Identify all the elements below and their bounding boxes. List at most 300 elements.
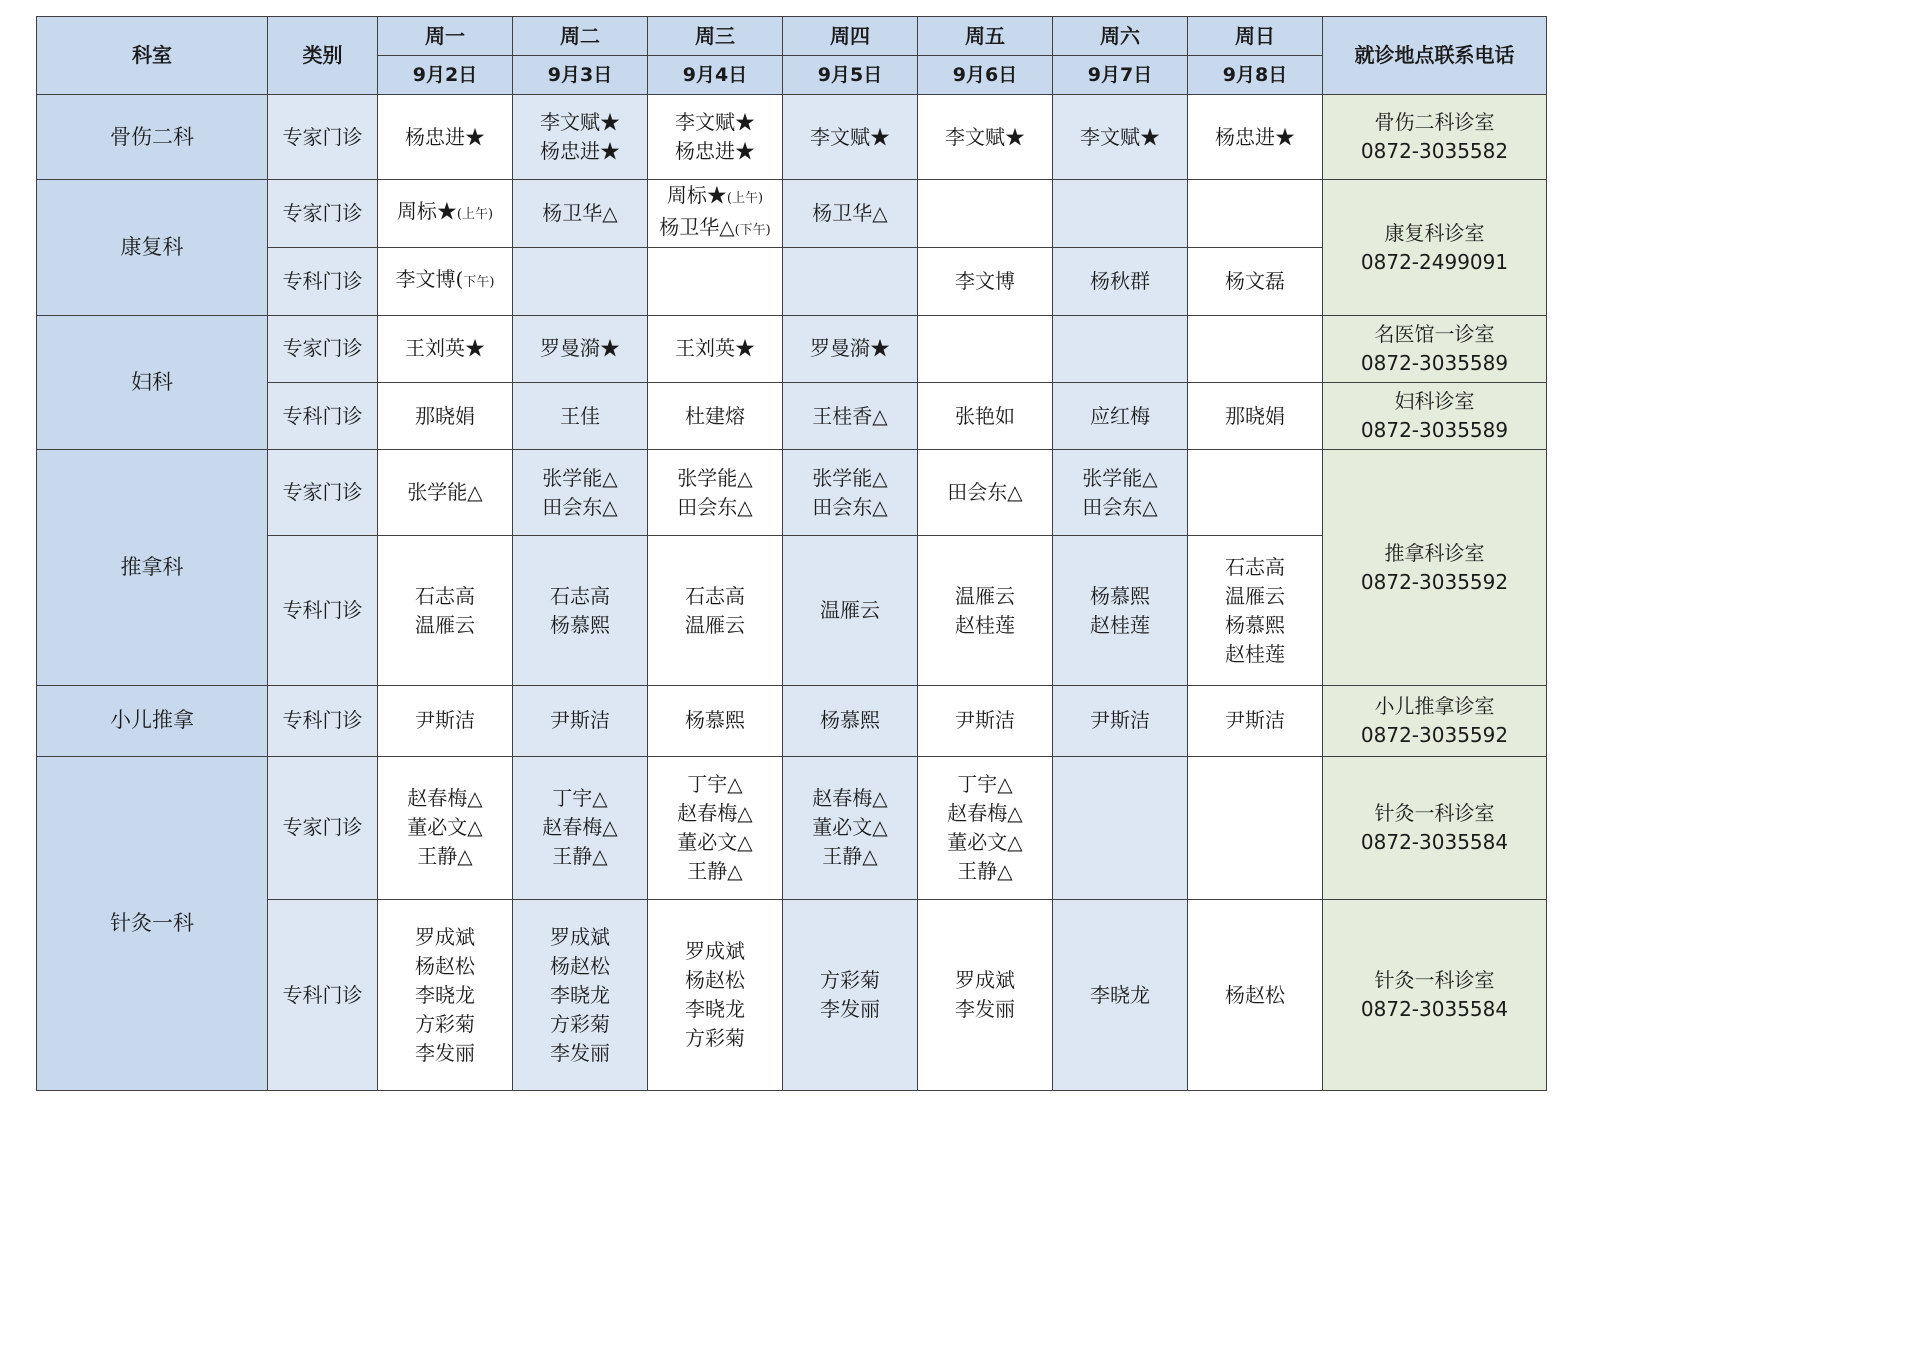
doctor-name: 张学能△ — [407, 480, 483, 505]
doctor-name: 李文赋★ — [675, 110, 755, 135]
doctor-cell — [1053, 535, 1188, 686]
doctor-cell — [1188, 247, 1323, 315]
doctor-cell — [918, 383, 1053, 450]
department-name: 针灸一科 — [37, 756, 268, 1090]
header-date: 9月7日 — [1053, 56, 1188, 95]
header-dept: 科室 — [37, 17, 268, 95]
session-note: (下午) — [734, 223, 771, 239]
doctor-name: 李文赋★ — [540, 110, 620, 135]
doctor-cell — [378, 247, 513, 315]
doctor-name: 温雁云 — [955, 583, 1015, 608]
doctor-entry — [378, 265, 512, 297]
doctor-name: 张学能△ — [812, 465, 888, 490]
header-date: 9月8日 — [1188, 56, 1323, 95]
doctor-cell — [1188, 900, 1323, 1091]
doctor-cell — [783, 756, 918, 900]
department-name: 小儿推拿 — [37, 686, 268, 756]
doctor-name: 杨卫华△ — [542, 200, 618, 225]
clinic-category: 专家门诊 — [268, 180, 378, 247]
clinic-category: 专科门诊 — [268, 686, 378, 756]
clinic-room: 推拿科诊室 — [1384, 540, 1485, 565]
doctor-entry — [783, 334, 917, 363]
doctor-cell — [648, 95, 783, 180]
session-note: (上午) — [726, 191, 764, 207]
doctor-entry — [1053, 611, 1187, 640]
doctor-cell — [378, 383, 513, 450]
doctor-entry — [513, 981, 647, 1010]
doctor-cell — [1053, 180, 1188, 247]
clinic-location — [1323, 383, 1547, 450]
doctor-entry — [1188, 706, 1322, 735]
doctor-entry — [1053, 981, 1187, 1010]
doctor-name: 杨赵松 — [415, 953, 475, 978]
doctor-entry — [648, 402, 782, 431]
doctor-entry — [378, 842, 512, 871]
schedule-row — [37, 756, 1547, 900]
doctor-name: 方彩菊 — [415, 1011, 475, 1036]
doctor-name: 田会东△ — [1082, 494, 1158, 519]
doctor-entry — [513, 952, 647, 981]
doctor-name: 李晓龙 — [550, 982, 610, 1007]
doctor-name: 张艳如 — [955, 403, 1015, 428]
doctor-entry — [378, 197, 512, 229]
doctor-name: 李晓龙 — [685, 997, 745, 1022]
doctor-cell — [648, 180, 783, 247]
doctor-cell — [648, 686, 783, 756]
doctor-entry — [513, 334, 647, 363]
doctor-entry — [513, 842, 647, 871]
doctor-entry — [378, 582, 512, 611]
clinic-category: 专科门诊 — [268, 535, 378, 686]
clinic-phone: 0872-2499091 — [1360, 249, 1509, 274]
doctor-entry — [648, 799, 782, 828]
doctor-entry — [783, 784, 917, 813]
clinic-phone: 0872-3035589 — [1360, 350, 1509, 375]
doctor-name: 杨慕熙 — [685, 708, 745, 733]
doctor-entry — [648, 706, 782, 735]
doctor-name: 周标★ — [396, 199, 457, 224]
doctor-name: 王刘英★ — [675, 336, 755, 361]
doctor-name: 杨赵松 — [1225, 982, 1285, 1007]
doctor-cell — [1188, 315, 1323, 382]
doctor-cell — [1188, 383, 1323, 450]
doctor-entry — [1188, 611, 1322, 640]
doctor-name: 赵春梅△ — [947, 800, 1023, 825]
clinic-location — [1323, 180, 1547, 316]
schedule-row — [37, 686, 1547, 756]
doctor-name: 罗成斌 — [685, 939, 745, 964]
doctor-entry — [648, 582, 782, 611]
doctor-cell — [378, 95, 513, 180]
header-row-weekdays — [37, 17, 1547, 56]
header-location: 就诊地点联系电话 — [1323, 17, 1547, 95]
header-weekday: 周四 — [783, 17, 918, 56]
doctor-name: 李发丽 — [550, 1040, 610, 1065]
doctor-entry — [918, 611, 1052, 640]
doctor-name: 赵春梅△ — [542, 815, 618, 840]
doctor-name: 罗成斌 — [415, 924, 475, 949]
doctor-cell — [513, 450, 648, 535]
doctor-name: 杨赵松 — [685, 968, 745, 993]
header-date: 9月4日 — [648, 56, 783, 95]
doctor-entry — [513, 493, 647, 522]
doctor-name: 杨秋群 — [1090, 268, 1150, 293]
doctor-name: 尹斯洁 — [1090, 708, 1150, 733]
header-weekday: 周一 — [378, 17, 513, 56]
doctor-cell — [1053, 95, 1188, 180]
doctor-entry — [378, 334, 512, 363]
doctor-name: 王静△ — [957, 858, 1013, 883]
doctor-entry — [378, 706, 512, 735]
schedule-body — [37, 95, 1547, 1091]
doctor-name: 石志高 — [415, 583, 475, 608]
doctor-name: 赵春梅△ — [812, 786, 888, 811]
clinic-phone: 0872-3035592 — [1360, 569, 1509, 594]
doctor-name: 温雁云 — [685, 612, 745, 637]
doctor-entry — [918, 995, 1052, 1024]
doctor-entry — [1053, 123, 1187, 152]
header-date: 9月2日 — [378, 56, 513, 95]
session-note: 下午) — [463, 275, 495, 291]
doctor-name: 董必文△ — [677, 829, 753, 854]
clinic-category: 专家门诊 — [268, 450, 378, 535]
doctor-cell — [513, 900, 648, 1091]
doctor-entry — [1053, 706, 1187, 735]
clinic-location — [1323, 756, 1547, 900]
doctor-entry — [783, 706, 917, 735]
doctor-cell — [918, 450, 1053, 535]
doctor-entry — [513, 1010, 647, 1039]
doctor-entry — [378, 813, 512, 842]
doctor-name: 温雁云 — [820, 598, 880, 623]
doctor-cell — [1053, 383, 1188, 450]
doctor-entry — [513, 813, 647, 842]
doctor-entry — [513, 464, 647, 493]
doctor-name: 李文赋★ — [945, 124, 1025, 149]
doctor-cell — [378, 450, 513, 535]
doctor-name: 张学能△ — [677, 465, 753, 490]
doctor-name: 田会东△ — [542, 494, 618, 519]
doctor-entry — [1053, 464, 1187, 493]
doctor-name: 方彩菊 — [550, 1011, 610, 1036]
clinic-category: 专科门诊 — [268, 383, 378, 450]
doctor-entry — [513, 611, 647, 640]
doctor-entry — [1188, 981, 1322, 1010]
doctor-name: 罗成斌 — [550, 924, 610, 949]
doctor-entry — [513, 706, 647, 735]
doctor-name: 董必文△ — [812, 815, 888, 840]
doctor-cell — [1053, 756, 1188, 900]
doctor-name: 杨赵松 — [550, 953, 610, 978]
doctor-entry — [918, 402, 1052, 431]
doctor-entry — [918, 966, 1052, 995]
clinic-room: 针灸一科诊室 — [1374, 968, 1495, 993]
doctor-entry — [648, 334, 782, 363]
doctor-entry — [1053, 267, 1187, 296]
doctor-name: 张学能△ — [542, 465, 618, 490]
clinic-location — [1323, 686, 1547, 756]
doctor-cell — [783, 95, 918, 180]
doctor-name: 赵桂莲 — [1225, 641, 1285, 666]
doctor-name: 李文博( — [395, 267, 464, 292]
doctor-entry — [918, 857, 1052, 886]
doctor-name: 应红梅 — [1090, 403, 1150, 428]
doctor-cell — [918, 686, 1053, 756]
doctor-entry — [513, 402, 647, 431]
doctor-entry — [513, 137, 647, 166]
doctor-name: 石志高 — [550, 583, 610, 608]
doctor-entry — [648, 108, 782, 137]
doctor-cell — [1053, 900, 1188, 1091]
doctor-cell — [1053, 686, 1188, 756]
doctor-entry — [513, 923, 647, 952]
doctor-entry — [918, 799, 1052, 828]
doctor-entry — [648, 966, 782, 995]
doctor-entry — [378, 1010, 512, 1039]
doctor-entry — [1053, 493, 1187, 522]
doctor-entry — [783, 199, 917, 228]
doctor-entry — [918, 770, 1052, 799]
doctor-entry — [648, 493, 782, 522]
clinic-room: 名医馆一诊室 — [1374, 321, 1495, 346]
clinic-category: 专家门诊 — [268, 95, 378, 180]
doctor-name: 王佳 — [560, 403, 600, 428]
department-name: 康复科 — [37, 180, 268, 316]
doctor-cell — [513, 95, 648, 180]
doctor-entry — [378, 923, 512, 952]
doctor-cell — [783, 315, 918, 382]
doctor-name: 田会东△ — [677, 494, 753, 519]
clinic-room: 妇科诊室 — [1394, 389, 1475, 414]
doctor-entry — [648, 464, 782, 493]
doctor-entry — [648, 937, 782, 966]
clinic-location — [1323, 95, 1547, 180]
department-name: 推拿科 — [37, 450, 268, 686]
doctor-name: 杨慕熙 — [1090, 583, 1150, 608]
header-date: 9月3日 — [513, 56, 648, 95]
doctor-cell — [378, 535, 513, 686]
doctor-entry — [648, 213, 782, 245]
doctor-cell — [513, 756, 648, 900]
header-date: 9月6日 — [918, 56, 1053, 95]
doctor-cell — [918, 900, 1053, 1091]
clinic-room: 骨伤二科诊室 — [1374, 110, 1495, 135]
doctor-entry — [648, 828, 782, 857]
doctor-cell — [513, 180, 648, 247]
doctor-cell — [1188, 535, 1323, 686]
doctor-cell — [378, 756, 513, 900]
doctor-name: 温雁云 — [1225, 583, 1285, 608]
doctor-name: 石志高 — [1225, 554, 1285, 579]
doctor-cell — [513, 383, 648, 450]
clinic-location — [1323, 450, 1547, 686]
doctor-cell — [1053, 247, 1188, 315]
doctor-cell — [648, 383, 783, 450]
doctor-entry — [918, 123, 1052, 152]
doctor-cell — [1188, 756, 1323, 900]
doctor-cell — [1188, 686, 1323, 756]
doctor-entry — [648, 181, 782, 213]
doctor-name: 王静△ — [687, 858, 743, 883]
doctor-entry — [783, 966, 917, 995]
doctor-name: 杨忠进★ — [675, 139, 755, 164]
session-note: (上午) — [456, 207, 494, 223]
doctor-entry — [513, 108, 647, 137]
doctor-name: 赵桂莲 — [1090, 612, 1150, 637]
header-category: 类别 — [268, 17, 378, 95]
doctor-entry — [918, 828, 1052, 857]
doctor-name: 方彩菊 — [820, 968, 880, 993]
doctor-name: 杨忠进★ — [1215, 124, 1295, 149]
doctor-entry — [783, 123, 917, 152]
doctor-entry — [918, 582, 1052, 611]
doctor-name: 周标★ — [666, 183, 727, 208]
doctor-entry — [918, 267, 1052, 296]
doctor-entry — [783, 464, 917, 493]
department-name: 妇科 — [37, 315, 268, 450]
schedule-row — [37, 95, 1547, 180]
clinic-category: 专科门诊 — [268, 247, 378, 315]
doctor-cell — [918, 180, 1053, 247]
doctor-name: 王静△ — [822, 844, 878, 869]
doctor-name: 杨卫华△ — [812, 200, 888, 225]
schedule-row — [37, 315, 1547, 382]
doctor-cell — [783, 247, 918, 315]
doctor-entry — [1188, 582, 1322, 611]
doctor-name: 董必文△ — [947, 829, 1023, 854]
doctor-name: 李晓龙 — [415, 982, 475, 1007]
doctor-cell — [918, 315, 1053, 382]
department-name: 骨伤二科 — [37, 95, 268, 180]
doctor-name: 杜建熔 — [685, 403, 745, 428]
doctor-name: 王桂香△ — [812, 403, 888, 428]
doctor-cell — [648, 756, 783, 900]
doctor-name: 王刘英★ — [405, 336, 485, 361]
doctor-name: 那晓娟 — [415, 403, 475, 428]
doctor-name: 尹斯洁 — [1225, 708, 1285, 733]
clinic-category: 专家门诊 — [268, 756, 378, 900]
doctor-name: 温雁云 — [415, 612, 475, 637]
doctor-cell — [783, 900, 918, 1091]
doctor-cell — [783, 535, 918, 686]
doctor-name: 田会东△ — [812, 494, 888, 519]
doctor-entry — [648, 137, 782, 166]
doctor-entry — [378, 123, 512, 152]
clinic-room: 针灸一科诊室 — [1374, 800, 1495, 825]
doctor-name: 杨慕熙 — [820, 708, 880, 733]
doctor-name: 赵春梅△ — [677, 800, 753, 825]
header-weekday: 周二 — [513, 17, 648, 56]
clinic-room: 康复科诊室 — [1384, 220, 1485, 245]
doctor-name: 尹斯洁 — [550, 708, 610, 733]
schedule-table — [36, 16, 1547, 1091]
clinic-phone: 0872-3035584 — [1360, 997, 1509, 1022]
doctor-name: 罗曼漪★ — [810, 336, 890, 361]
doctor-name: 王静△ — [417, 844, 473, 869]
doctor-cell — [1053, 450, 1188, 535]
doctor-name: 李文赋★ — [810, 124, 890, 149]
doctor-cell — [1188, 180, 1323, 247]
doctor-entry — [378, 611, 512, 640]
doctor-entry — [378, 784, 512, 813]
doctor-name: 杨慕熙 — [1225, 612, 1285, 637]
doctor-entry — [648, 857, 782, 886]
clinic-phone: 0872-3035582 — [1360, 139, 1509, 164]
doctor-name: 罗曼漪★ — [540, 336, 620, 361]
doctor-entry — [378, 478, 512, 507]
clinic-room: 小儿推拿诊室 — [1374, 693, 1495, 718]
doctor-entry — [648, 770, 782, 799]
doctor-entry — [783, 402, 917, 431]
clinic-phone: 0872-3035584 — [1360, 829, 1509, 854]
doctor-name: 张学能△ — [1082, 465, 1158, 490]
doctor-name: 那晓娟 — [1225, 403, 1285, 428]
doctor-name: 罗成斌 — [955, 968, 1015, 993]
doctor-entry — [783, 842, 917, 871]
doctor-cell — [513, 247, 648, 315]
doctor-cell — [648, 247, 783, 315]
doctor-cell — [513, 535, 648, 686]
doctor-entry — [783, 493, 917, 522]
header-weekday: 周六 — [1053, 17, 1188, 56]
doctor-name: 董必文△ — [407, 815, 483, 840]
doctor-cell — [918, 756, 1053, 900]
doctor-entry — [1053, 402, 1187, 431]
doctor-name: 杨慕熙 — [550, 612, 610, 637]
doctor-entry — [1188, 267, 1322, 296]
doctor-entry — [648, 1024, 782, 1053]
doctor-entry — [918, 706, 1052, 735]
doctor-entry — [378, 1039, 512, 1068]
clinic-category: 专科门诊 — [268, 900, 378, 1091]
doctor-cell — [378, 180, 513, 247]
doctor-name: 尹斯洁 — [415, 708, 475, 733]
doctor-entry — [378, 402, 512, 431]
doctor-entry — [513, 199, 647, 228]
clinic-location — [1323, 900, 1547, 1091]
doctor-name: 丁宇△ — [957, 771, 1013, 796]
doctor-cell — [648, 900, 783, 1091]
doctor-entry — [1188, 123, 1322, 152]
doctor-cell — [378, 686, 513, 756]
doctor-name: 杨卫华△ — [659, 215, 735, 240]
header-weekday: 周五 — [918, 17, 1053, 56]
doctor-cell — [648, 315, 783, 382]
doctor-name: 李发丽 — [955, 997, 1015, 1022]
doctor-cell — [513, 686, 648, 756]
doctor-cell — [648, 450, 783, 535]
doctor-entry — [513, 582, 647, 611]
doctor-name: 李文博 — [955, 268, 1015, 293]
doctor-name: 田会东△ — [947, 480, 1023, 505]
doctor-cell — [918, 247, 1053, 315]
doctor-entry — [1188, 640, 1322, 669]
schedule-row — [37, 180, 1547, 247]
doctor-cell — [648, 535, 783, 686]
doctor-name: 方彩菊 — [685, 1026, 745, 1051]
doctor-name: 杨忠进★ — [405, 124, 485, 149]
doctor-name: 杨忠进★ — [540, 139, 620, 164]
doctor-name: 李发丽 — [820, 997, 880, 1022]
doctor-entry — [378, 952, 512, 981]
clinic-location — [1323, 315, 1547, 382]
doctor-cell — [918, 535, 1053, 686]
header-weekday: 周日 — [1188, 17, 1323, 56]
doctor-cell — [783, 686, 918, 756]
doctor-name: 王静△ — [552, 844, 608, 869]
doctor-cell — [513, 315, 648, 382]
doctor-name: 石志高 — [685, 583, 745, 608]
